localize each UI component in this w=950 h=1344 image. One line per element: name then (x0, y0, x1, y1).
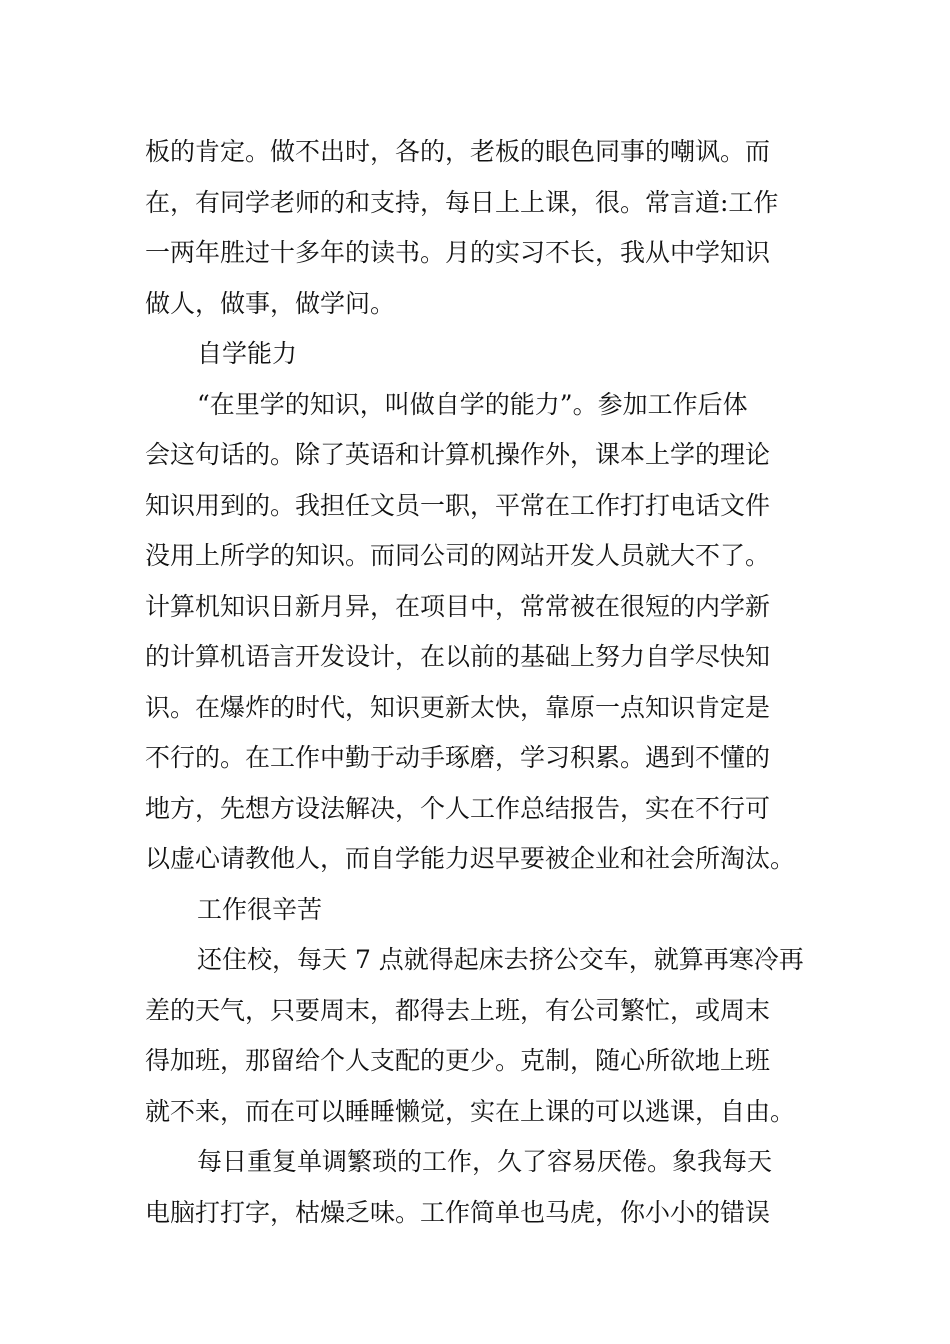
text-line: “在里学的知识，叫做自学的能力”。参加工作后体 (197, 389, 748, 419)
text-line: 电脑打打字，枯燥乏味。工作简单也马虎，你小小的错误 (145, 1197, 771, 1227)
text-line: 就不来，而在可以睡睡懒觉，实在上课的可以逃课，自由。 (145, 1096, 796, 1126)
text-line: 差的天气，只要周末，都得去上班，有公司繁忙，或周末 (145, 995, 771, 1025)
text-line: 板的肯定。做不出时，各的，老板的眼色同事的嘲讽。而 (145, 137, 771, 166)
text-line: 知识用到的。我担任文员一职，平常在工作打打电话文件 (145, 490, 771, 520)
text-line: 会这句话的。除了英语和计算机操作外，课本上学的理论 (145, 440, 771, 469)
text-line: 不行的。在工作中勤于动手琢磨，学习积累。遇到不懂的 (145, 743, 771, 772)
text-line: 得加班，那留给个人支配的更少。克制，随心所欲地上班 (145, 1046, 771, 1075)
text-line: 自学能力 (197, 339, 298, 368)
text-line: 的计算机语言开发设计，在以前的基础上努力自学尽快知 (145, 642, 771, 671)
text-line: 识。在爆炸的时代，知识更新太快，靠原一点知识肯定是 (145, 692, 771, 722)
text-line: 每日重复单调繁琐的工作，久了容易厌倦。象我每天 (197, 1147, 773, 1176)
text-line: 计算机知识日新月异，在项目中，常常被在很短的内学新 (145, 591, 771, 621)
text-line: 一两年胜过十多年的读书。月的实习不长，我从中学知识 (145, 238, 771, 267)
text-line: 做人，做事，做学问。 (145, 288, 396, 318)
text-line: 没用上所学的知识。而同公司的网站开发人员就大不了。 (145, 541, 771, 570)
text-line: 还住校，每天 7 点就得起床去挤公交车，就算再寒冷再 (197, 945, 804, 974)
text-line: 在，有同学老师的和支持，每日上上课，很。常言道:工作 (145, 187, 779, 217)
text-line: 地方，先想方设法解决，个人工作总结报告，实在不行可 (145, 793, 771, 823)
text-line: 以虚心请教他人，而自学能力迟早要被企业和社会所淘汰。 (145, 844, 796, 873)
text-line: 工作很辛苦 (197, 894, 323, 924)
document-body (145, 127, 807, 1238)
